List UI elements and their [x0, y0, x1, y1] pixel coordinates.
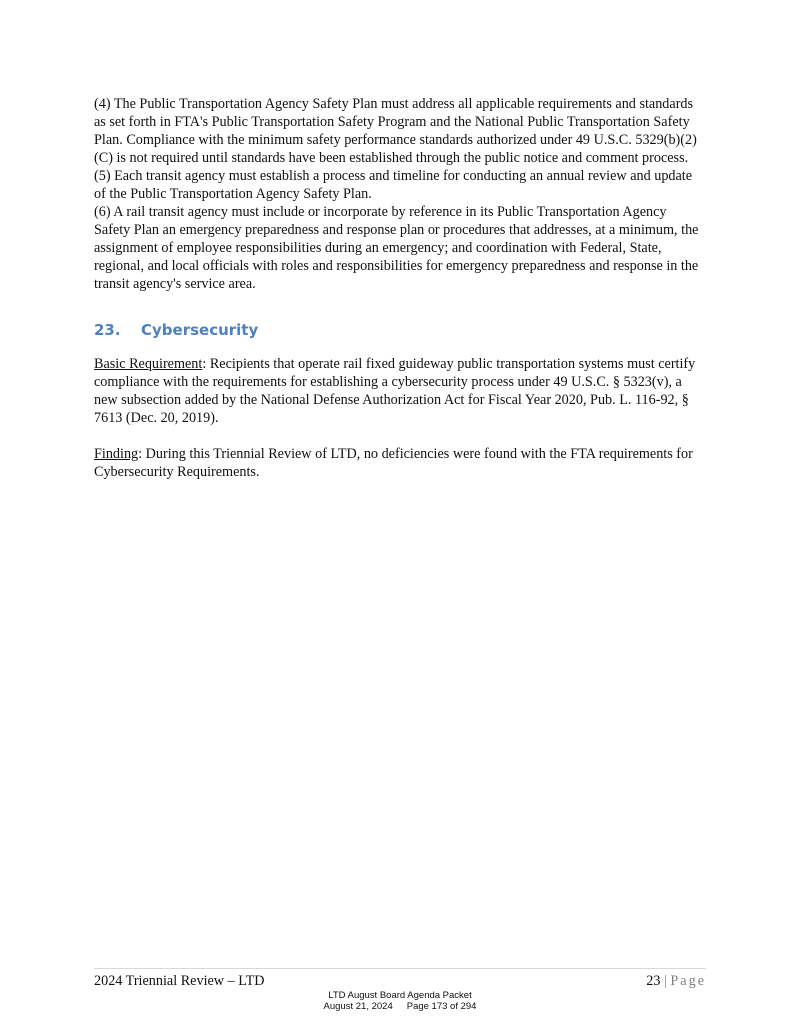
footer-divider [94, 968, 706, 969]
stamp-page: Page 173 of 294 [406, 1001, 477, 1012]
basic-requirement-paragraph [94, 355, 706, 427]
agenda-packet-stamp-title: LTD August Board Agenda Packet [328, 990, 472, 1001]
paragraph-item-4: (4) The Public Transportation Agency Safety Plan must address all applicable requirements and standards as set forth in FTA's Public Transportation Safety Program and the National Public Transportation Safety Plan. Compliance with the minimum safety performance standards authorized under 49 U.S.C. 5329(b)(2)(C) is not required until standards have been established through the public notice and comment process. [94, 96, 697, 166]
page-word: Page [670, 973, 706, 989]
basic-requirement-text: : Recipients that operate rail fixed guideway public transportation systems must certify compliance with the requirements for establishing a cybersecurity process under 49 U.S.C. § 5323(v), a new subsection added by the National Defense Authorization Act for Fiscal Year 2020, Pub. L. 116-92, § 7613 (Dec. 20, 2019). [94, 356, 696, 426]
section-heading [94, 320, 706, 340]
finding-text: : During this Triennial Review of LTD, no deficiencies were found with the FTA requirements for Cybersecurity Requirements. [94, 446, 693, 480]
footer-document-title: 2024 Triennial Review – LTD [94, 973, 265, 989]
page-number: 23 [646, 973, 661, 989]
basic-requirement-label: Basic Requirement [94, 356, 203, 372]
agenda-packet-stamp-meta [0, 1001, 800, 1012]
finding-label: Finding [94, 446, 139, 462]
safety-plan-requirements [94, 95, 706, 293]
footer-page-number [646, 972, 706, 990]
paragraph-item-6: (6) A rail transit agency must include or incorporate by reference in its Public Transportation Agency Safety Plan an emergency preparedness and response plan or procedures that addresses, at a minimum, the assignment of employee responsibilities during an emergency; and coordination with Federal, State, regional, and local officials with roles and responsibilities for emergency preparedness and response in the transit agency's service area. [94, 204, 699, 292]
finding-paragraph [94, 445, 706, 481]
page-content [94, 95, 706, 499]
section-number: 23. [94, 321, 121, 339]
section-title: Cybersecurity [141, 321, 259, 339]
paragraph-item-5: (5) Each transit agency must establish a process and timeline for conducting an annual review and update of the Public Transportation Agency Safety Plan. [94, 168, 693, 202]
stamp-date: August 21, 2024 [323, 1001, 393, 1012]
page-separator: | [664, 973, 667, 989]
